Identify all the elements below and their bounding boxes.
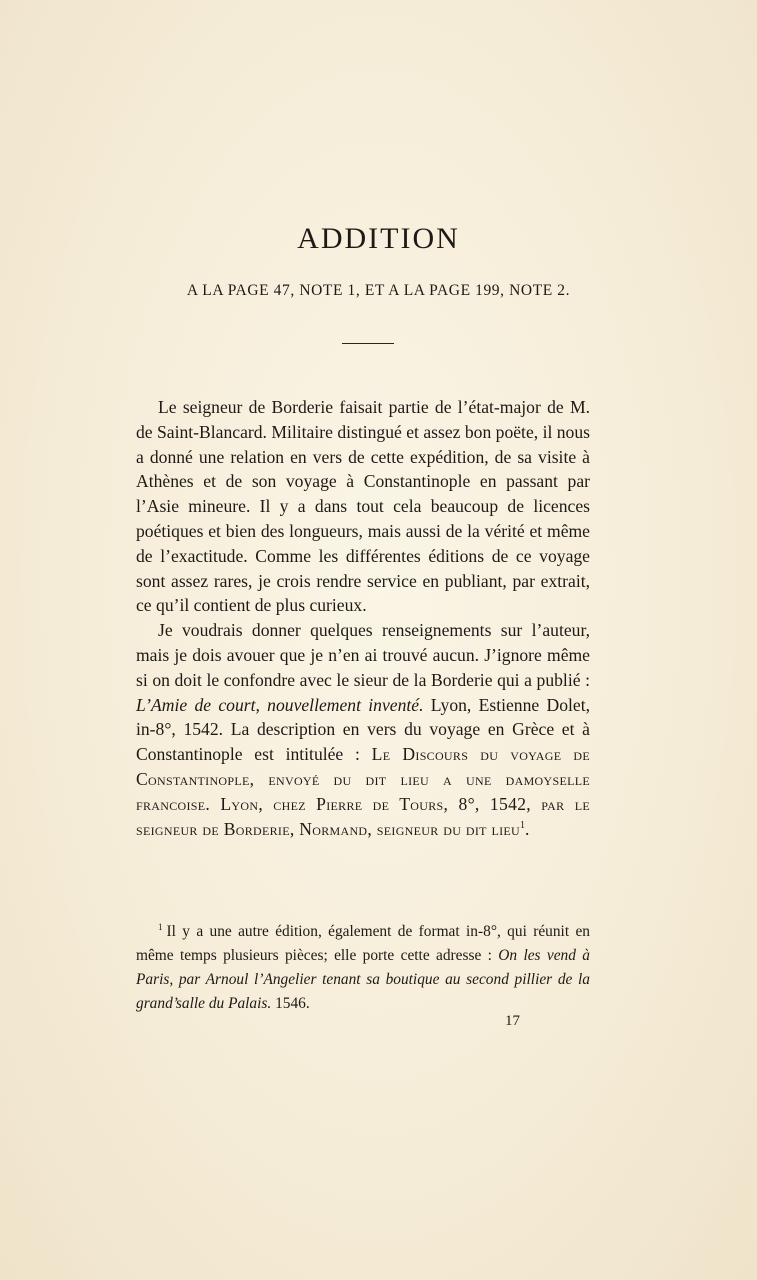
book-title-italic: L’Amie de court, nouvellement inventé. [136,694,424,715]
page-title: ADDITION [297,222,460,255]
paragraph-2-end: . [524,818,530,839]
paragraph-2-text-a: Je voudrais donner quelques renseignements sur l’auteur, mais je dois avouer que je n’en ai trouvé aucun. J’ignore même si on doit le confondre avec le sieur de la Borderie qui a publié : [136,620,590,690]
footnote-text-a: Il y a une autre édition, également de format in-8°, qui réunit en même temps plusieurs pièces; elle porte cette adresse : [136,923,590,964]
page-subtitle: A LA PAGE 47, NOTE 1, ET A LA PAGE 199, NOTE 2. [186,282,571,299]
paragraph-2-text-b: Lyon, Estienne Dolet, in-8°, 1542. La description en vers du voyage en Grèce et à Constantinople est intitulée : [136,694,590,765]
footnote-reference: 1 [519,819,525,831]
paragraph-1: Le seigneur de Borderie faisait partie de l’état-major de M. de Saint-Blancard. Militaire distingué et assez bon poëte, il nous a donné une relation en vers de cette expédition, de sa visite à Athènes et de son voyage à Constantinople en passant par l’Asie mineure. Il y a dans tout cela beaucoup de licences poétiques et bien des longueurs, mais aussi de la vérité et même de l’exactitude. Comme les différentes éditions de ce voyage sont assez rares, je crois rendre service en publiant, par extrait, ce qu’il contient de plus curieux. [136,397,590,616]
signature-mark: 17 [505,1013,520,1029]
paragraph-2 [136,618,590,841]
separator-rule [342,343,394,344]
footnote-text-b: 1546. [271,995,310,1012]
footnote [136,920,590,1016]
work-title-smallcaps: Le Discours du voyage de Constantinople, envoyé du dit lieu a une damoyselle francoise. Lyon, chez Pierre de Tours, 8°, 1542, par le seigneur de Borderie, Normand, seigneur du dit lieu [136,744,591,839]
footnote-italic: On les vend à Paris, par Arnoul l’Angelier tenant sa boutique au second pillier de la grand’salle du Palais. [136,947,590,1012]
footnote-paragraph [136,920,590,1016]
main-text [136,395,590,841]
footnote-mark: 1 [158,921,163,932]
